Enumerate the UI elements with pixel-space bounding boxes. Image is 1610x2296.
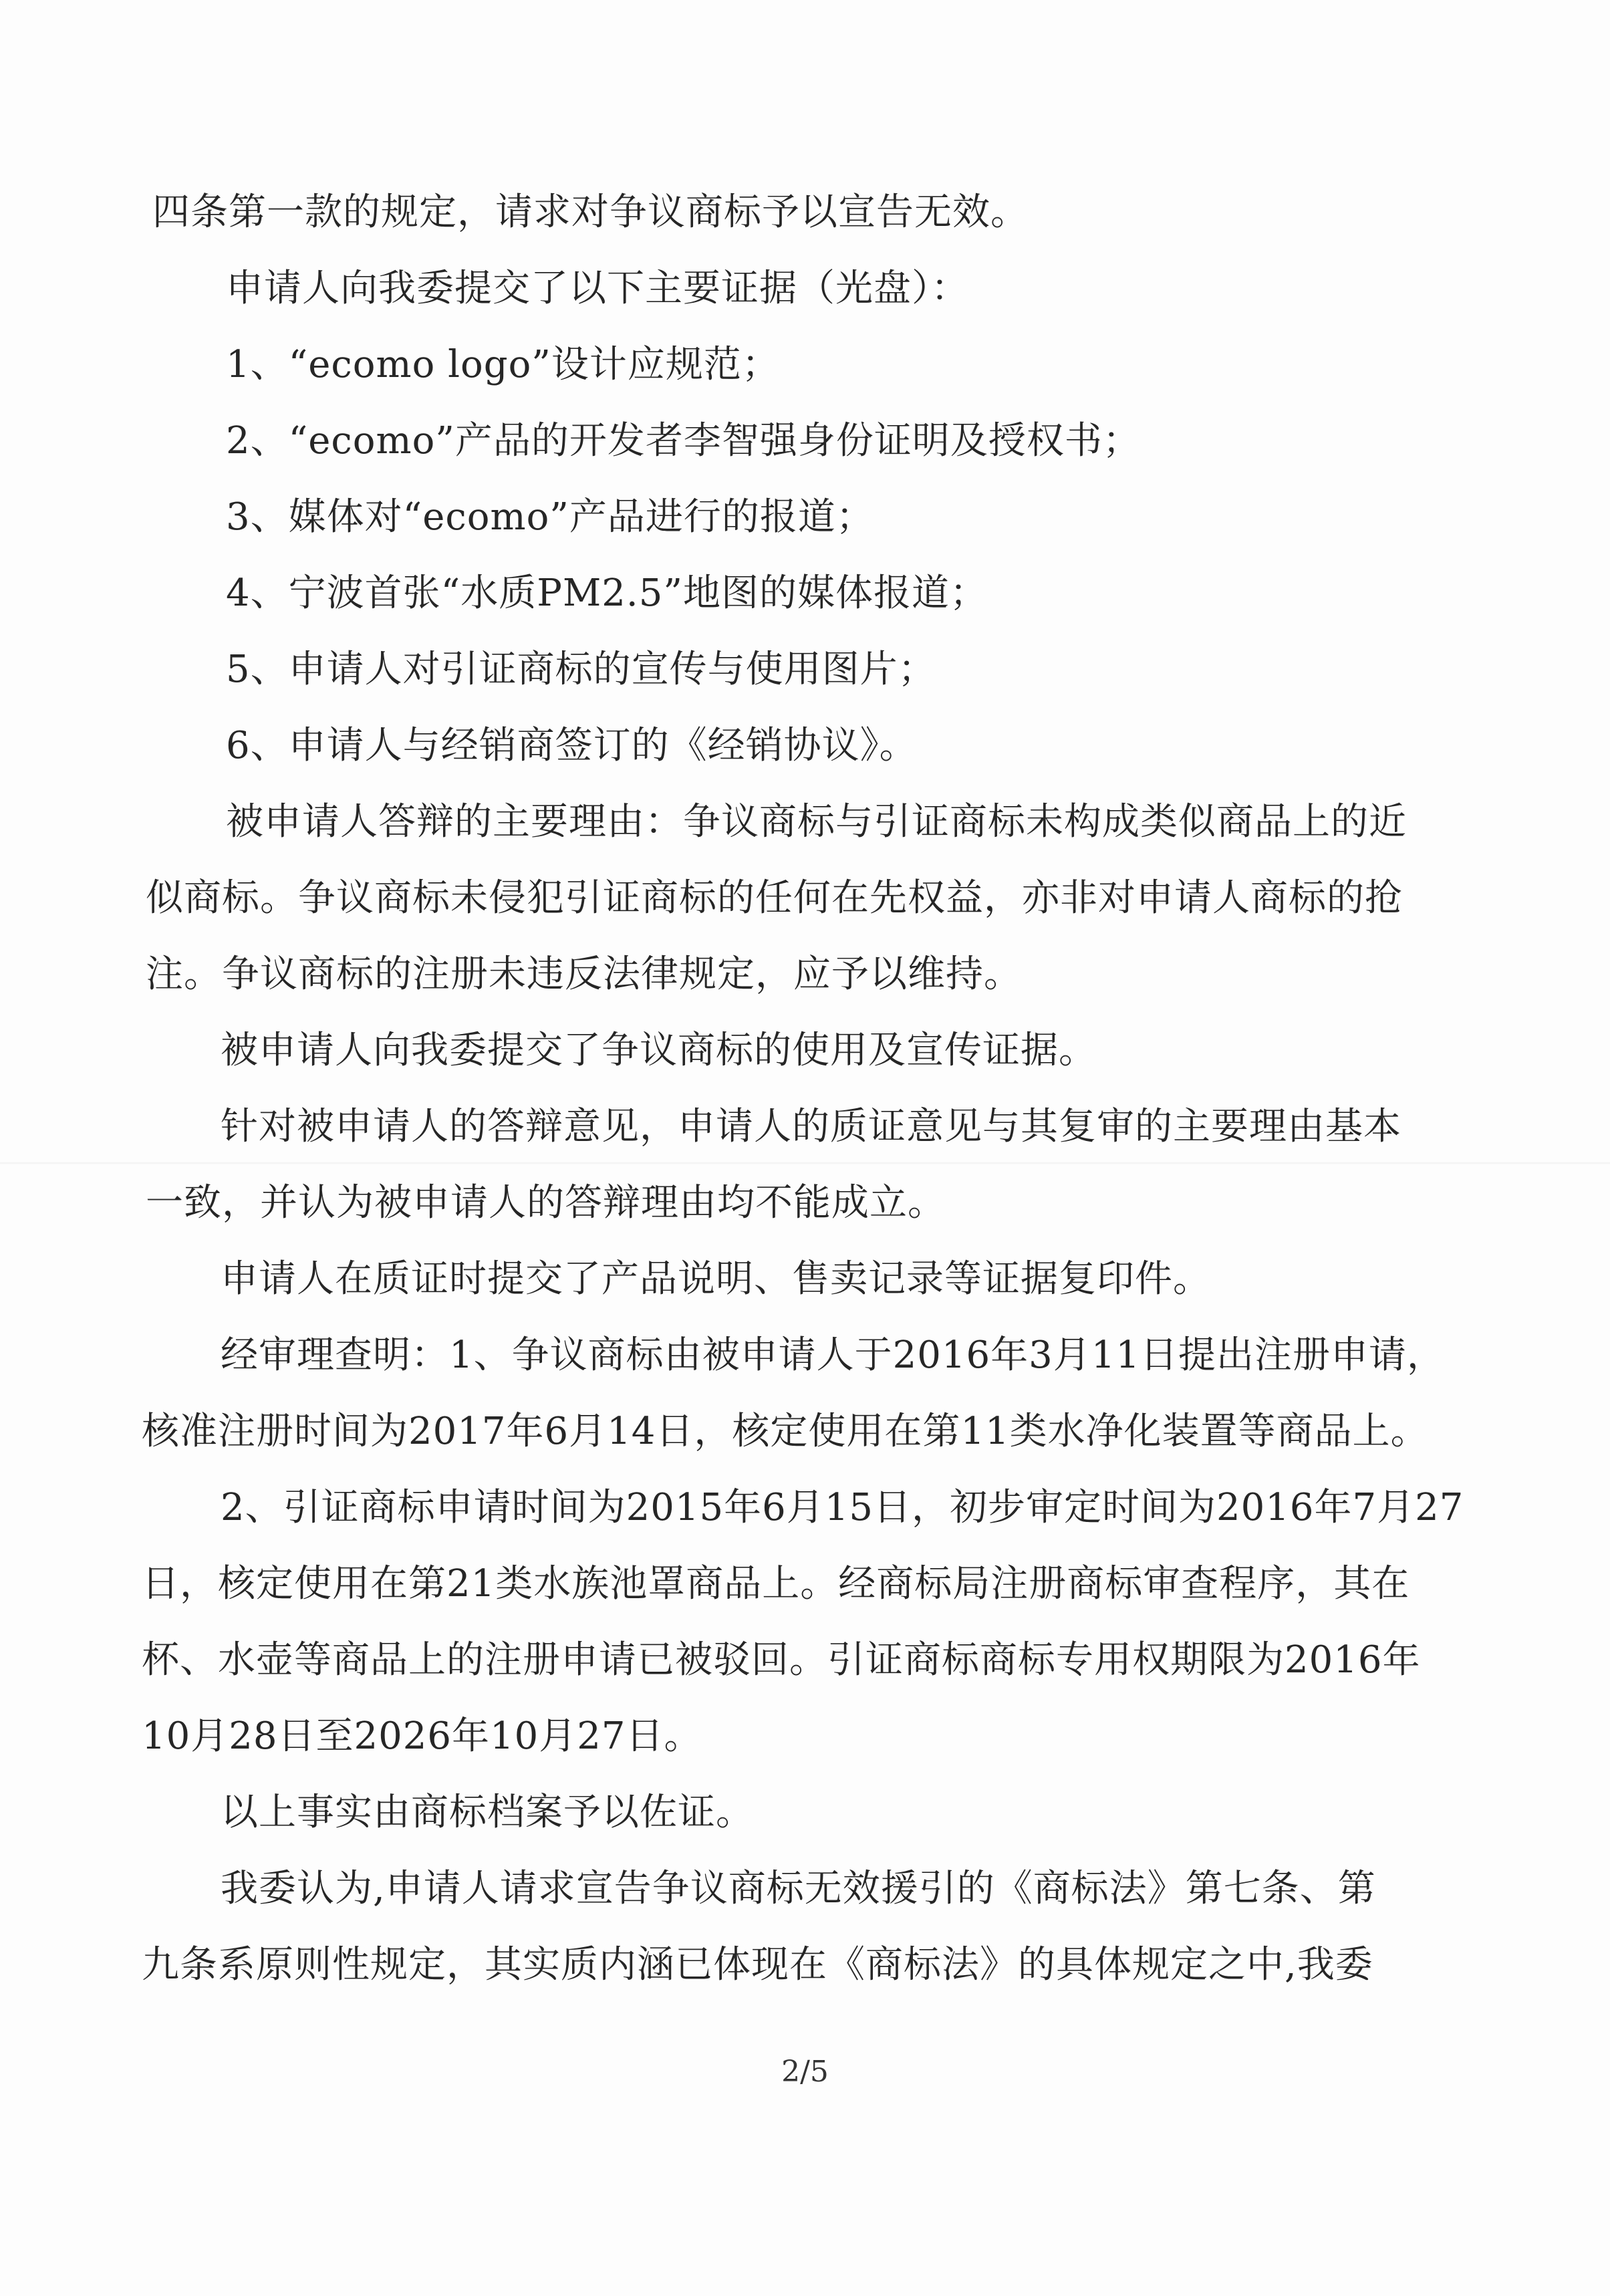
evidence-item-3: 3、媒体对“ecomo”产品进行的报道； — [226, 495, 874, 539]
text-line-17: 核准注册时间为2017年6月14日，核定使用在第11类水净化装置等商品上。 — [142, 1410, 1429, 1453]
text-line-19: 日，核定使用在第21类水族池罩商品上。经商标局注册商标审查程序，其在 — [142, 1562, 1410, 1606]
text-line-24: 九条系原则性规定，其实质内涵已体现在《商标法》的具体规定之中,我委 — [142, 1943, 1373, 1987]
text-line-2: 申请人向我委提交了以下主要证据（光盘）： — [226, 267, 969, 310]
text-line-23: 我委认为,申请人请求宣告争议商标无效援引的《商标法》第七条、第 — [221, 1867, 1376, 1910]
evidence-item-4: 4、宁波首张“水质PM2.5”地图的媒体报道； — [226, 571, 988, 615]
text-line-21: 10月28日至2026年10月27日。 — [142, 1714, 702, 1758]
text-line-18: 2、引证商标申请时间为2015年6月15日，初步审定时间为2016年7月27 — [221, 1486, 1464, 1529]
page-number: 2/5 — [781, 2055, 829, 2089]
text-line-22: 以上事实由商标档案予以佐证。 — [221, 1791, 754, 1834]
text-line-9: 被申请人答辩的主要理由：争议商标与引证商标未构成类似商品上的近 — [226, 800, 1407, 844]
text-line-1: 四条第一款的规定，请求对争议商标予以宣告无效。 — [152, 190, 1029, 234]
text-line-11: 注。争议商标的注册未违反法律规定，应予以维持。 — [146, 952, 1022, 996]
evidence-item-1: 1、“ecomo logo”设计应规范； — [226, 343, 780, 386]
evidence-item-2: 2、“ecomo”产品的开发者李智强身份证明及授权书； — [226, 419, 1141, 463]
scan-fold-line — [0, 1162, 1610, 1164]
text-line-13: 针对被申请人的答辩意见，申请人的质证意见与其复审的主要理由基本 — [221, 1105, 1401, 1148]
text-line-15: 申请人在质证时提交了产品说明、售卖记录等证据复印件。 — [221, 1257, 1211, 1301]
text-line-16: 经审理查明：1、争议商标由被申请人于2016年3月11日提出注册申请， — [221, 1333, 1446, 1377]
evidence-item-6: 6、申请人与经销商签订的《经销协议》。 — [226, 724, 918, 767]
text-line-12: 被申请人向我委提交了争议商标的使用及宣传证据。 — [221, 1029, 1097, 1072]
evidence-item-5: 5、申请人对引证商标的宣传与使用图片； — [226, 648, 936, 691]
text-line-20: 杯、水壶等商品上的注册申请已被驳回。引证商标商标专用权期限为2016年 — [142, 1638, 1421, 1682]
text-line-14: 一致，并认为被申请人的答辩理由均不能成立。 — [146, 1181, 946, 1225]
text-line-10: 似商标。争议商标未侵犯引证商标的任何在先权益，亦非对申请人商标的抢 — [146, 876, 1403, 920]
